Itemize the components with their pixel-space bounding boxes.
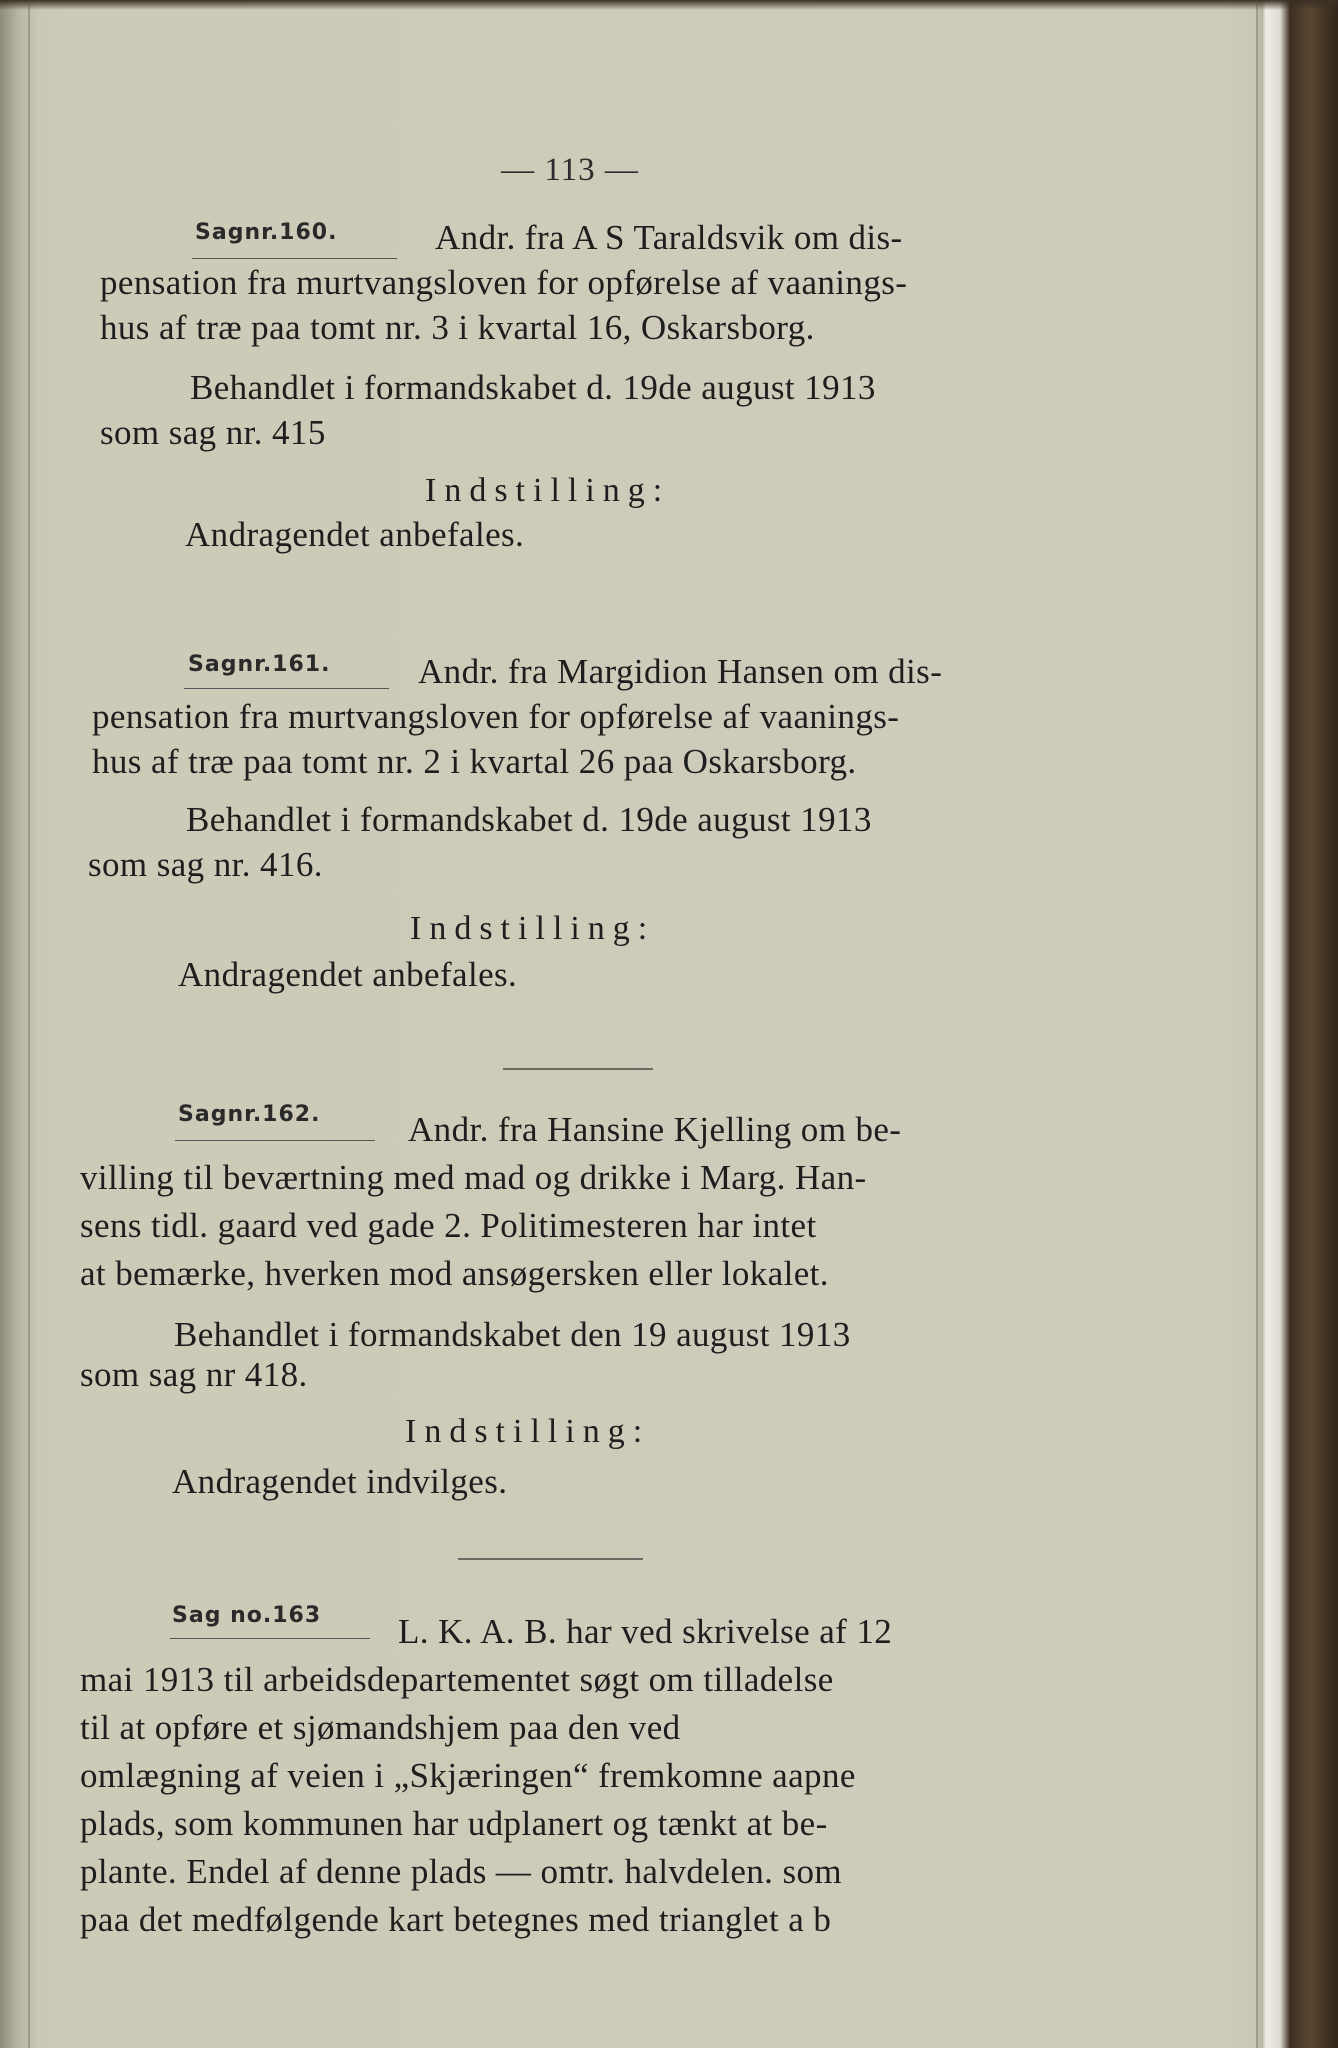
text-line: pensation fra murtvangsloven for opførelse af vaanings- bbox=[92, 697, 900, 736]
case-number: Sagnr.162. bbox=[178, 1102, 321, 1127]
text-line: omlægning af veien i „Skjæringen“ fremkomne aapne bbox=[80, 1756, 856, 1795]
text-line: plante. Endel af denne plads — omtr. halvdelen. som bbox=[80, 1852, 843, 1891]
separator-rule bbox=[458, 1558, 643, 1560]
text-line: mai 1913 til arbeidsdepartementet søgt om tilladelse bbox=[80, 1660, 834, 1699]
text-line: paa det medfølgende kart betegnes med trianglet a b bbox=[80, 1900, 832, 1939]
text-line: hus af træ paa tomt nr. 2 i kvartal 26 paa Oskarsborg. bbox=[92, 742, 857, 781]
recommendation: Andragendet indvilges. bbox=[172, 1462, 508, 1501]
case-number-underline bbox=[192, 258, 397, 259]
text-line: plads, som kommunen har udplanert og tænkt at be- bbox=[80, 1804, 828, 1843]
recommendation: Andragendet anbefales. bbox=[178, 955, 518, 994]
section-heading: Indstilling: bbox=[405, 1413, 651, 1450]
text-line: hus af træ paa tomt nr. 3 i kvartal 16, Oskarsborg. bbox=[100, 308, 815, 347]
text-line: til at opføre et sjømandshjem paa den ved bbox=[80, 1708, 681, 1747]
text-line: Behandlet i formandskabet d. 19de august 1913 bbox=[186, 800, 872, 839]
page-edge-line bbox=[1256, 0, 1258, 2048]
text-line: at bemærke, hverken mod ansøgersken eller lokalet. bbox=[80, 1254, 829, 1293]
text-line: Andr. fra Margidion Hansen om dis- bbox=[418, 652, 943, 691]
text-line: L. K. A. B. har ved skrivelse af 12 bbox=[398, 1612, 893, 1651]
gutter-shadow bbox=[28, 0, 30, 2048]
case-number-underline bbox=[175, 1140, 375, 1141]
text-line: som sag nr. 416. bbox=[88, 845, 323, 884]
section-heading: Indstilling: bbox=[425, 472, 671, 509]
text-line: sens tidl. gaard ved gade 2. Politimesteren har intet bbox=[80, 1206, 817, 1245]
case-number-underline bbox=[170, 1638, 370, 1639]
text-line: som sag nr. 415 bbox=[100, 413, 326, 452]
text-line: villing til beværtning med mad og drikke i Marg. Han- bbox=[80, 1158, 867, 1197]
case-number-underline bbox=[184, 688, 389, 689]
separator-rule bbox=[503, 1068, 653, 1070]
case-number: Sag no.163 bbox=[172, 1603, 322, 1628]
section-heading: Indstilling: bbox=[410, 910, 656, 947]
case-number: Sagnr.161. bbox=[188, 652, 331, 677]
text-line: pensation fra murtvangsloven for opførelse af vaanings- bbox=[100, 263, 908, 302]
text-line: Behandlet i formandskabet den 19 august 1913 bbox=[174, 1315, 851, 1354]
page-number: — 113 — bbox=[501, 152, 639, 188]
recommendation: Andragendet anbefales. bbox=[185, 515, 525, 554]
case-number: Sagnr.160. bbox=[195, 220, 338, 245]
text-line: Andr. fra A S Taraldsvik om dis- bbox=[435, 218, 903, 257]
text-line: Andr. fra Hansine Kjelling om be- bbox=[408, 1110, 902, 1149]
text-line: Behandlet i formandskabet d. 19de august 1913 bbox=[190, 368, 876, 407]
text-line: som sag nr 418. bbox=[80, 1355, 308, 1394]
